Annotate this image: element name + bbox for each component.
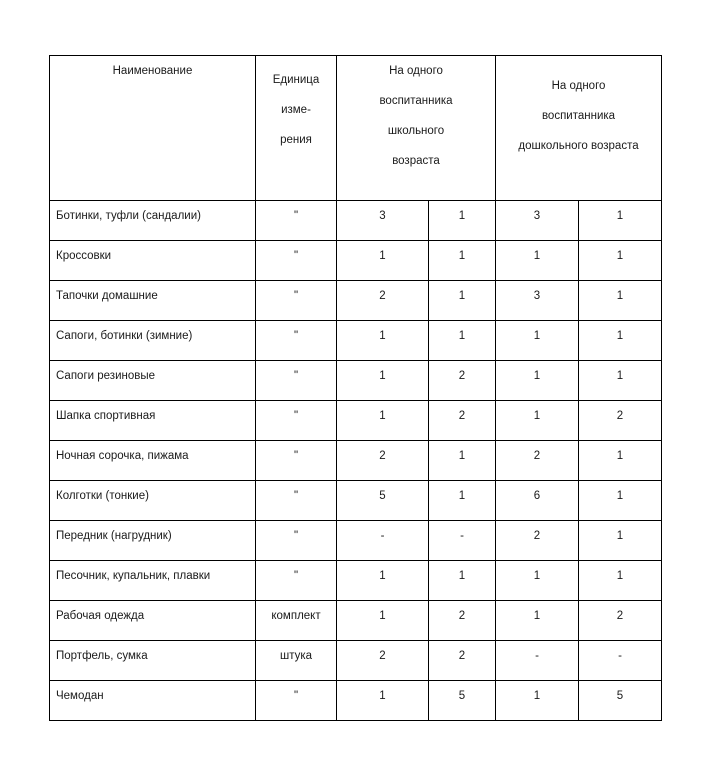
- cell-unit: ": [256, 681, 337, 721]
- cell-preschool-1: -: [496, 641, 579, 681]
- cell-name: Рабочая одежда: [50, 601, 256, 641]
- cell-school-2: 1: [429, 441, 496, 481]
- cell-preschool-1: 1: [496, 401, 579, 441]
- cell-preschool-2: 1: [579, 201, 662, 241]
- cell-unit: ": [256, 201, 337, 241]
- cell-school-2: 2: [429, 401, 496, 441]
- cell-name: Кроссовки: [50, 241, 256, 281]
- cell-preschool-2: 1: [579, 281, 662, 321]
- cell-name: Ночная сорочка, пижама: [50, 441, 256, 481]
- cell-preschool-1: 1: [496, 321, 579, 361]
- cell-name: Сапоги, ботинки (зимние): [50, 321, 256, 361]
- cell-preschool-2: 1: [579, 321, 662, 361]
- cell-unit: ": [256, 321, 337, 361]
- cell-preschool-1: 1: [496, 241, 579, 281]
- table-row: [50, 241, 662, 281]
- header-name: [50, 56, 256, 201]
- header-school-line: На одного: [389, 65, 443, 77]
- cell-school-2: 2: [429, 641, 496, 681]
- cell-name: Портфель, сумка: [50, 641, 256, 681]
- cell-preschool-2: 2: [579, 401, 662, 441]
- cell-preschool-1: 1: [496, 361, 579, 401]
- cell-school-2: 5: [429, 681, 496, 721]
- cell-preschool-2: 2: [579, 601, 662, 641]
- cell-school-1: 1: [337, 561, 429, 601]
- cell-name: Тапочки домашние: [50, 281, 256, 321]
- cell-school-2: 1: [429, 481, 496, 521]
- table-row: [50, 481, 662, 521]
- cell-preschool-2: -: [579, 641, 662, 681]
- cell-school-1: 2: [337, 441, 429, 481]
- cell-school-2: 1: [429, 281, 496, 321]
- header-school-age: [337, 56, 496, 201]
- cell-preschool-1: 2: [496, 441, 579, 481]
- table-row: [50, 401, 662, 441]
- cell-name: Колготки (тонкие): [50, 481, 256, 521]
- cell-school-1: 1: [337, 681, 429, 721]
- cell-school-2: -: [429, 521, 496, 561]
- cell-school-2: 2: [429, 361, 496, 401]
- cell-school-1: 1: [337, 361, 429, 401]
- cell-school-1: 1: [337, 321, 429, 361]
- table-row: [50, 561, 662, 601]
- cell-school-1: 1: [337, 601, 429, 641]
- cell-school-1: 2: [337, 281, 429, 321]
- header-school-line: возраста: [392, 155, 440, 167]
- header-name-label: Наименование: [112, 65, 193, 77]
- cell-preschool-2: 1: [579, 481, 662, 521]
- cell-preschool-2: 1: [579, 241, 662, 281]
- cell-preschool-2: 1: [579, 361, 662, 401]
- cell-preschool-2: 5: [579, 681, 662, 721]
- cell-school-2: 1: [429, 241, 496, 281]
- cell-unit: ": [256, 281, 337, 321]
- header-school-line: школьного: [387, 125, 445, 137]
- cell-preschool-1: 2: [496, 521, 579, 561]
- header-unit-line: изме-: [281, 104, 311, 116]
- cell-school-1: 2: [337, 641, 429, 681]
- cell-preschool-1: 6: [496, 481, 579, 521]
- cell-name: Чемодан: [50, 681, 256, 721]
- header-preschool-line: воспитанника: [541, 110, 616, 122]
- cell-preschool-1: 3: [496, 201, 579, 241]
- cell-preschool-1: 3: [496, 281, 579, 321]
- cell-school-1: 1: [337, 401, 429, 441]
- cell-school-1: 1: [337, 241, 429, 281]
- table-row: [50, 681, 662, 721]
- cell-unit: ": [256, 441, 337, 481]
- cell-unit: ": [256, 401, 337, 441]
- clothing-norms-table: [49, 55, 662, 721]
- cell-school-1: 3: [337, 201, 429, 241]
- table-row: [50, 521, 662, 561]
- table-row: [50, 441, 662, 481]
- table-row: [50, 361, 662, 401]
- table-row: [50, 601, 662, 641]
- cell-name: Песочник, купальник, плавки: [50, 561, 256, 601]
- cell-preschool-1: 1: [496, 601, 579, 641]
- table-row: [50, 201, 662, 241]
- cell-school-2: 1: [429, 321, 496, 361]
- cell-unit: ": [256, 481, 337, 521]
- cell-school-1: 5: [337, 481, 429, 521]
- cell-school-1: -: [337, 521, 429, 561]
- table-row: [50, 281, 662, 321]
- cell-school-2: 1: [429, 201, 496, 241]
- cell-unit: ": [256, 241, 337, 281]
- header-unit-line: рения: [280, 134, 312, 146]
- cell-preschool-2: 1: [579, 561, 662, 601]
- header-preschool-line: На одного: [551, 80, 606, 92]
- cell-school-2: 2: [429, 601, 496, 641]
- cell-school-2: 1: [429, 561, 496, 601]
- cell-preschool-2: 1: [579, 441, 662, 481]
- cell-unit: комплект: [256, 601, 337, 641]
- cell-preschool-2: 1: [579, 521, 662, 561]
- header-unit: [256, 56, 337, 201]
- header-school-line: воспитанника: [379, 95, 453, 107]
- table-row: [50, 641, 662, 681]
- table-row: [50, 321, 662, 361]
- cell-name: Сапоги резиновые: [50, 361, 256, 401]
- cell-name: Шапка спортивная: [50, 401, 256, 441]
- cell-unit: ": [256, 361, 337, 401]
- table-header-row: [50, 56, 662, 201]
- header-unit-line: Единица: [272, 74, 320, 86]
- header-preschool-line: дошкольного возраста: [518, 140, 639, 152]
- header-preschool-age: [496, 56, 662, 201]
- cell-name: Передник (нагрудник): [50, 521, 256, 561]
- cell-unit: штука: [256, 641, 337, 681]
- cell-unit: ": [256, 521, 337, 561]
- cell-name: Ботинки, туфли (сандалии): [50, 201, 256, 241]
- cell-preschool-1: 1: [496, 681, 579, 721]
- cell-unit: ": [256, 561, 337, 601]
- cell-preschool-1: 1: [496, 561, 579, 601]
